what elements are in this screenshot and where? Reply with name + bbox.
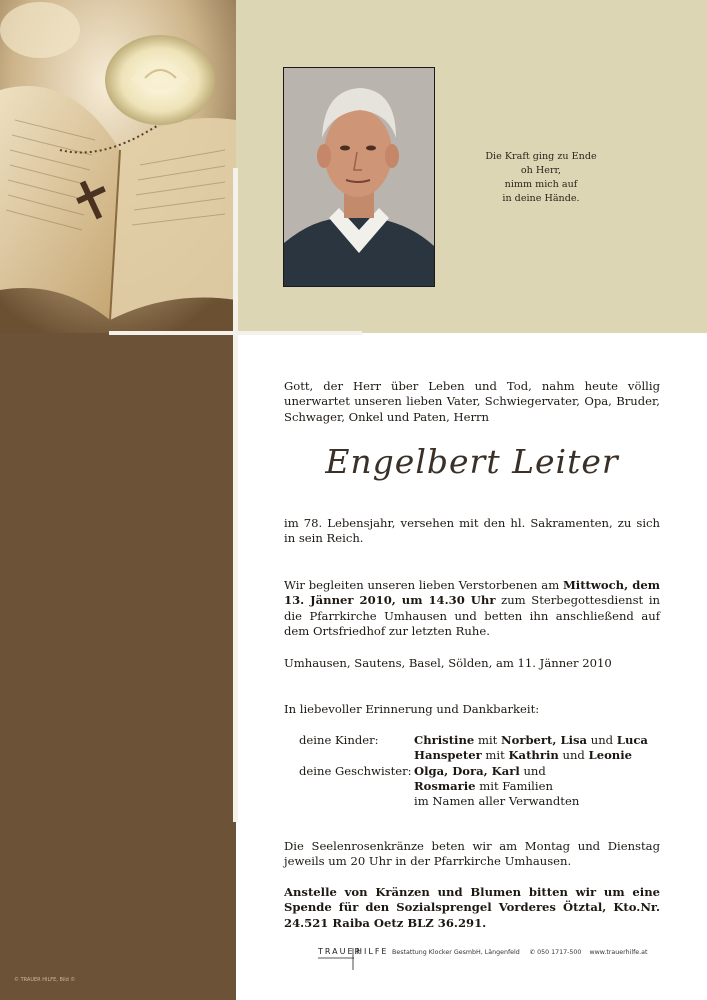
family-name: Norbert, Lisa bbox=[501, 733, 588, 747]
funeral-date-time: Mittwoch, dem 13. Jänner 2010, um 14.30 Uhr bbox=[284, 578, 660, 608]
copyright-note: © TRAUER HILFE, Bild © bbox=[14, 977, 76, 983]
family-name: Christine bbox=[414, 733, 475, 747]
cross-vertical-beam bbox=[233, 168, 238, 822]
family-connector: und bbox=[587, 733, 617, 747]
family-connector: und bbox=[558, 748, 589, 762]
funeral-text-part: zum Sterbegottesdienst in die Pfarrkirche Umhausen und betten ihn anschließend auf dem Ortsfriedhof zur letzten Ruhe. bbox=[284, 593, 660, 639]
family-line bbox=[414, 733, 648, 748]
footer-company: Bestattung Klocker GesmbH, Längenfeld bbox=[392, 949, 520, 956]
siblings-label: deine Geschwister: bbox=[299, 764, 412, 778]
family-connector: und bbox=[519, 764, 546, 778]
family-line bbox=[414, 764, 546, 779]
bible-rose-photo bbox=[0, 0, 236, 333]
age-text: im 78. Lebensjahr, versehen mit den hl. Sakramenten, zu sich in sein Reich. bbox=[284, 516, 660, 546]
cross-horizontal-beam bbox=[109, 331, 362, 335]
brown-side-panel bbox=[0, 333, 236, 1000]
rosary-text: Die Seelenrosenkränze beten wir am Montag und Dienstag jeweils um 20 Uhr in der Pfarrkirche Umhausen. bbox=[284, 839, 660, 869]
footer-phone: 050 1717-500 bbox=[537, 949, 582, 956]
logo-word: TRAUER bbox=[318, 947, 363, 956]
intro-text: Gott, der Herr über Leben und Tod, nahm heute völlig unerwartet unseren lieben Vater, Schwiegervater, Opa, Bruder, Schwager, Onkel und Paten, Herrn bbox=[284, 379, 660, 424]
family-connector: mit bbox=[481, 748, 509, 762]
family-line bbox=[414, 779, 553, 794]
quote-line: nimm mich auf bbox=[504, 179, 578, 190]
remembrance-text: In liebevoller Erinnerung und Dankbarkeit: bbox=[284, 702, 540, 716]
deceased-name: Engelbert Leiter bbox=[325, 442, 619, 481]
family-line bbox=[414, 748, 632, 763]
donation-text: Anstelle von Kränzen und Blumen bitten wir um eine Spende für den Sozialsprengel Vorderes Ötztal, Kto.Nr. 24.521 Raiba Oetz BLZ 36.291. bbox=[284, 885, 660, 930]
family-connector: mit Familien bbox=[475, 779, 553, 793]
footer-contact bbox=[318, 949, 658, 956]
funeral-text bbox=[284, 578, 660, 640]
family-name: Hanspeter bbox=[414, 748, 482, 762]
family-name: Luca bbox=[616, 733, 648, 747]
place-date: Umhausen, Sautens, Basel, Sölden, am 11. Jänner 2010 bbox=[284, 656, 612, 670]
family-name: Olga, Dora, Karl bbox=[414, 764, 520, 778]
memorial-quote bbox=[466, 150, 616, 206]
quote-line: Die Kraft ging zu Ende bbox=[485, 151, 597, 162]
family-name: Leonie bbox=[588, 748, 633, 762]
family-name: Rosmarie bbox=[414, 779, 476, 793]
children-label: deine Kinder: bbox=[299, 733, 379, 747]
family-name: Kathrin bbox=[508, 748, 559, 762]
logo-word: HILFE bbox=[356, 947, 389, 956]
family-line: im Namen aller Verwandten bbox=[414, 794, 580, 808]
phone-icon: ✆ bbox=[529, 949, 536, 956]
quote-line: oh Herr, bbox=[520, 165, 562, 176]
family-connector: mit bbox=[474, 733, 501, 747]
funeral-text-part: Wir begleiten unseren lieben Verstorbenen am bbox=[284, 578, 563, 592]
footer-website: www.trauerhilfe.at bbox=[589, 949, 648, 956]
portrait-photo bbox=[283, 67, 435, 287]
quote-line: in deine Hände. bbox=[502, 193, 580, 204]
